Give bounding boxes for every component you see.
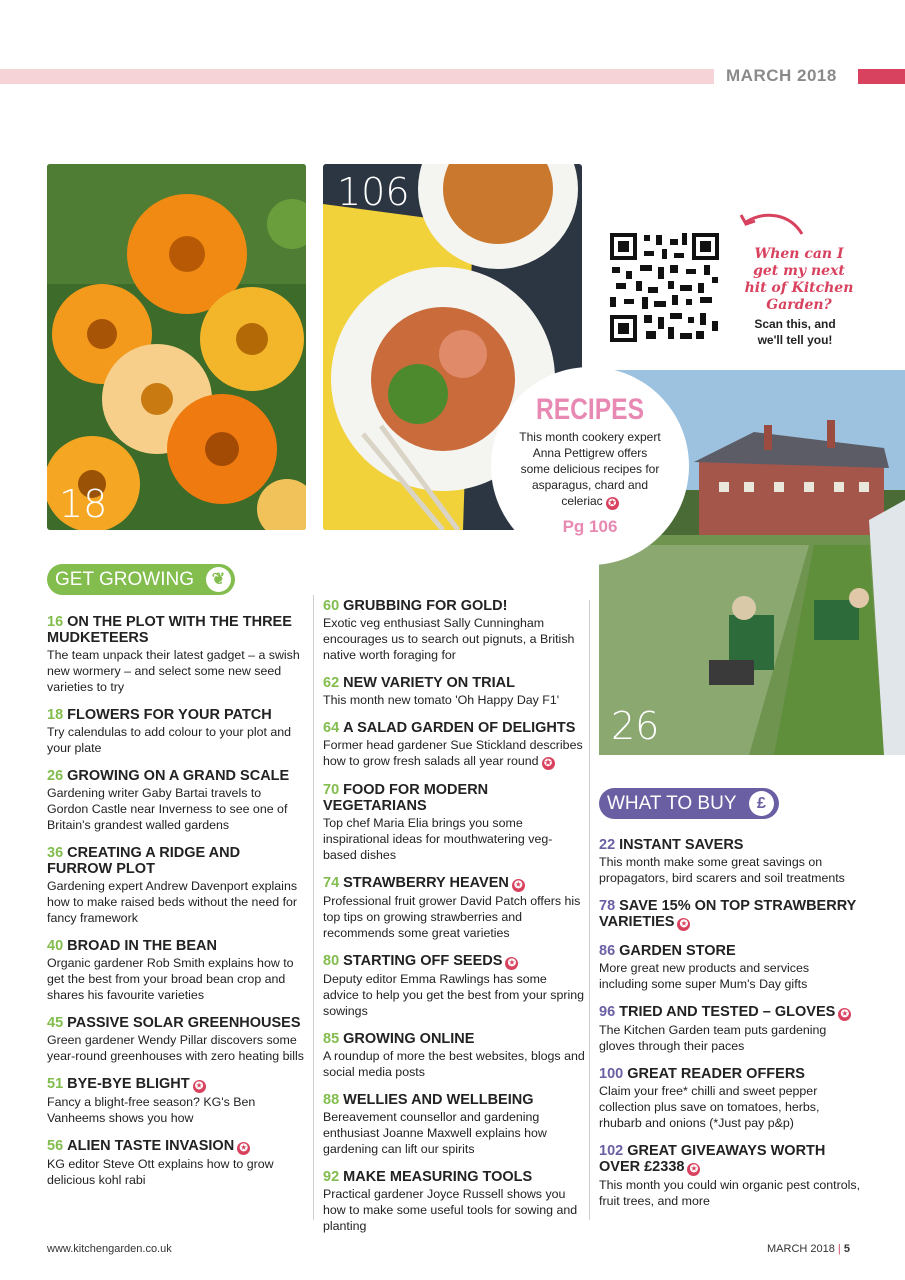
item-page-number: 56	[47, 1138, 64, 1154]
item-title	[47, 845, 305, 877]
item-title-text: GRUBBING FOR GOLD!	[343, 598, 508, 614]
get-growing-label: GET GROWING	[55, 569, 194, 590]
item-description-text: A roundup of more the best websites, blogs and social media posts	[323, 1049, 585, 1079]
item-page-number: 92	[323, 1169, 340, 1185]
item-title	[599, 1066, 861, 1082]
item-title	[599, 837, 861, 853]
item-title	[323, 720, 585, 736]
item-title-text: GREAT GIVEAWAYS WORTH OVER £2338	[599, 1143, 826, 1175]
item-title-text: GARDEN STORE	[619, 943, 736, 959]
header-accent	[858, 69, 905, 84]
item-title	[599, 898, 861, 931]
contents-item[interactable]	[323, 1031, 585, 1080]
item-description-text: Deputy editor Emma Rawlings has some advice to help you get the best from your spring sowings	[323, 972, 585, 1018]
item-description-text: Bereavement counsellor and gardening enthusiast Joanne Maxwell explains how gardening can lift our spirits	[323, 1110, 547, 1156]
what-to-buy-header	[599, 788, 779, 819]
header-bar	[0, 69, 714, 84]
page-number-26: 26	[611, 704, 660, 748]
contents-item[interactable]	[47, 1138, 305, 1188]
item-title-text: GROWING ONLINE	[343, 1031, 475, 1047]
item-title	[323, 598, 585, 614]
item-title-text: INSTANT SAVERS	[619, 837, 744, 853]
get-growing-header	[47, 564, 235, 595]
item-title	[47, 1076, 305, 1093]
item-description-text: The Kitchen Garden team puts gardening gloves through their paces	[599, 1023, 827, 1053]
contents-item[interactable]	[323, 782, 585, 863]
contents-item[interactable]	[599, 1066, 861, 1131]
item-title-text: PASSIVE SOLAR GREENHOUSES	[67, 1015, 301, 1031]
item-page-number: 45	[47, 1015, 64, 1031]
item-page-number: 22	[599, 837, 616, 853]
item-page-number: 62	[323, 675, 340, 691]
item-title	[323, 1092, 585, 1108]
contents-column-3	[599, 837, 861, 1221]
contents-item[interactable]	[47, 1015, 305, 1064]
item-description-text: This month new tomato 'Oh Happy Day F1'	[323, 693, 560, 707]
footer-url[interactable]: www.kitchengarden.co.uk	[47, 1243, 172, 1255]
qr-code-image	[608, 231, 721, 344]
contents-item[interactable]	[599, 898, 861, 931]
contents-item[interactable]	[599, 1143, 861, 1209]
item-description-text: Claim your free* chilli and sweet pepper collection plus save on tomatoes, herbs, rhubarb and onions (*Just pay p&p)	[599, 1084, 820, 1130]
contents-item[interactable]	[599, 943, 861, 992]
item-description-text: Organic gardener Rob Smith explains how to get the best from your broad bean crop and shares his favourite varieties	[47, 956, 294, 1002]
item-description	[47, 1094, 305, 1126]
item-description	[323, 737, 585, 770]
item-description-text: Gardening expert Andrew Davenport explains how to make raised beds without the need for fancy framework	[47, 879, 298, 925]
item-page-number: 60	[323, 598, 340, 614]
contents-item[interactable]	[323, 1169, 585, 1234]
contents-item[interactable]	[47, 768, 305, 833]
item-title	[323, 782, 585, 814]
recipes-body: This month cookery expert Anna Pettigrew offers some delicious recipes for asparagus, chard and celeriac ✪	[519, 430, 661, 509]
item-title	[47, 1138, 305, 1155]
flowers-image	[47, 164, 306, 530]
item-description	[323, 615, 585, 663]
item-title-text: MAKE MEASURING TOOLS	[343, 1169, 533, 1185]
contents-item[interactable]	[47, 707, 305, 756]
item-description	[47, 647, 305, 695]
column-divider	[589, 600, 590, 1220]
item-page-number: 26	[47, 768, 64, 784]
item-title-text: SAVE 15% ON TOP STRAWBERRY VARIETIES	[599, 898, 857, 930]
star-icon: ✪	[677, 918, 690, 931]
item-description	[599, 1177, 861, 1209]
star-icon: ✪	[193, 1080, 206, 1093]
item-title-text: NEW VARIETY ON TRIAL	[343, 675, 515, 691]
item-description	[323, 1186, 585, 1234]
item-page-number: 18	[47, 707, 64, 723]
item-description	[47, 1032, 305, 1064]
star-icon: ✪	[505, 957, 518, 970]
item-title	[599, 943, 861, 959]
item-description-text: Try calendulas to add colour to your plot and your plate	[47, 725, 292, 755]
contents-column-2	[323, 598, 585, 1246]
item-page-number: 70	[323, 782, 340, 798]
item-title	[47, 768, 305, 784]
star-icon: ✪	[606, 497, 619, 510]
curved-arrow-icon	[738, 208, 808, 240]
contents-item[interactable]	[47, 938, 305, 1003]
item-title	[323, 1169, 585, 1185]
item-title	[323, 675, 585, 691]
item-description-text: Top chef Maria Elia brings you some inspirational ideas for mouthwatering veg-based dishes	[323, 816, 553, 862]
contents-item[interactable]	[323, 1092, 585, 1157]
item-page-number: 40	[47, 938, 64, 954]
item-title-text: WELLIES AND WELLBEING	[343, 1092, 534, 1108]
contents-item[interactable]	[47, 1076, 305, 1126]
item-description-text: Former head gardener Sue Stickland describes how to grow fresh salads all year round	[323, 738, 583, 768]
item-title	[47, 1015, 305, 1031]
item-title-text: FLOWERS FOR YOUR PATCH	[67, 707, 272, 723]
recipes-page: Pg 106	[562, 517, 618, 536]
qr-code[interactable]	[608, 231, 721, 344]
item-description	[47, 1156, 305, 1188]
contents-item[interactable]	[323, 675, 585, 708]
item-page-number: 64	[323, 720, 340, 736]
item-page-number: 74	[323, 875, 340, 891]
item-page-number: 78	[599, 898, 616, 914]
item-description	[599, 1022, 861, 1054]
item-title-text: FOOD FOR MODERN VEGETARIANS	[323, 782, 489, 814]
star-icon: ✪	[237, 1142, 250, 1155]
contents-item[interactable]	[599, 1004, 861, 1054]
item-title	[323, 875, 585, 892]
footer-separator: |	[837, 1243, 841, 1255]
qr-question: When can I get my next hit of Kitchen Garden?	[744, 246, 854, 313]
leaf-icon: ❦	[206, 567, 231, 592]
item-description-text: Green gardener Wendy Pillar discovers some year-round greenhouses with zero heating bills	[47, 1033, 304, 1063]
item-description	[323, 1109, 585, 1157]
item-title-text: BROAD IN THE BEAN	[67, 938, 217, 954]
item-description-text: The team unpack their latest gadget – a swish new wormery – and select some new seed varieties to try	[47, 648, 300, 694]
item-title-text: STARTING OFF SEEDS	[343, 953, 503, 969]
item-description	[323, 971, 585, 1019]
contents-item[interactable]	[599, 837, 861, 886]
contents-item[interactable]	[47, 614, 305, 695]
item-page-number: 86	[599, 943, 616, 959]
pound-icon: £	[749, 791, 774, 816]
item-description	[323, 815, 585, 863]
item-description	[47, 878, 305, 926]
qr-scan-text: Scan this, and we'll tell you!	[754, 317, 836, 347]
column-divider	[313, 595, 314, 1220]
contents-item[interactable]	[323, 598, 585, 663]
item-page-number: 36	[47, 845, 64, 861]
item-description-text: Exotic veg enthusiast Sally Cunningham encourages us to search out pignuts, a British native worth foraging for	[323, 616, 575, 662]
item-title-text: A SALAD GARDEN OF DELIGHTS	[343, 720, 576, 736]
issue-date: MARCH 2018	[726, 66, 837, 85]
item-page-number: 16	[47, 614, 64, 630]
recipes-title: RECIPES	[535, 393, 645, 426]
item-description	[47, 724, 305, 756]
item-title-text: GROWING ON A GRAND SCALE	[67, 768, 290, 784]
item-description	[47, 785, 305, 833]
item-page-number: 51	[47, 1076, 64, 1092]
item-title	[599, 1143, 861, 1176]
star-icon: ✪	[838, 1008, 851, 1021]
item-description	[599, 1083, 861, 1131]
footer-date: MARCH 2018	[767, 1243, 835, 1255]
item-page-number: 85	[323, 1031, 340, 1047]
item-description	[599, 960, 861, 992]
item-title-text: ALIEN TASTE INVASION	[67, 1138, 235, 1154]
contents-item[interactable]	[323, 875, 585, 941]
item-title	[323, 953, 585, 970]
item-description	[323, 692, 585, 708]
item-description-text: More great new products and services including some super Mum's Day gifts	[599, 961, 810, 991]
item-title-text: TRIED AND TESTED – GLOVES	[619, 1004, 836, 1020]
item-description-text: Gardening writer Gaby Bartai travels to Gordon Castle near Inverness to see one of Britain's grandest walled gardens	[47, 786, 288, 832]
star-icon: ✪	[687, 1163, 700, 1176]
item-title	[599, 1004, 861, 1021]
contents-column-1	[47, 614, 305, 1200]
contents-item[interactable]	[323, 953, 585, 1019]
item-description	[323, 1048, 585, 1080]
contents-item[interactable]	[323, 720, 585, 770]
item-description-text: Fancy a blight-free season? KG's Ben Vanheems shows you how	[47, 1095, 256, 1125]
page-number-18: 18	[59, 482, 108, 526]
flowers-photo[interactable]	[47, 164, 306, 530]
item-title-text: BYE-BYE BLIGHT	[67, 1076, 190, 1092]
item-description	[599, 854, 861, 886]
item-page-number: 100	[599, 1066, 624, 1082]
item-title-text: CREATING A RIDGE AND FURROW PLOT	[47, 845, 241, 877]
item-description	[323, 893, 585, 941]
footer-page-info	[767, 1243, 850, 1255]
item-title	[47, 707, 305, 723]
item-description	[47, 955, 305, 1003]
item-page-number: 80	[323, 953, 340, 969]
item-page-number: 102	[599, 1143, 624, 1159]
item-title	[47, 938, 305, 954]
what-to-buy-label: WHAT TO BUY	[607, 793, 737, 814]
item-title	[323, 1031, 585, 1047]
page-number-106: 106	[337, 170, 410, 214]
footer-page-number: 5	[843, 1243, 850, 1255]
item-title-text: ON THE PLOT WITH THE THREE MUDKETEERS	[47, 614, 292, 646]
item-page-number: 96	[599, 1004, 616, 1020]
item-description-text: This month you could win organic pest controls, fruit trees, and more	[599, 1178, 861, 1208]
item-description-text: Professional fruit grower David Patch offers his top tips on growing strawberries and recommends some great varieties	[323, 894, 581, 940]
item-description-text: KG editor Steve Ott explains how to grow delicious kohl rabi	[47, 1157, 274, 1187]
item-title-text: GREAT READER OFFERS	[627, 1066, 805, 1082]
star-icon: ✪	[542, 757, 555, 770]
contents-item[interactable]	[47, 845, 305, 926]
item-title	[47, 614, 305, 646]
item-page-number: 88	[323, 1092, 340, 1108]
star-icon: ✪	[512, 879, 525, 892]
item-description-text: This month make some great savings on propagators, bird scarers and soil treatments	[599, 855, 845, 885]
recipes-badge[interactable]	[491, 367, 689, 565]
item-description-text: Practical gardener Joyce Russell shows you how to make some useful tools for sowing and planting	[323, 1187, 578, 1233]
item-title-text: STRAWBERRY HEAVEN	[343, 875, 509, 891]
